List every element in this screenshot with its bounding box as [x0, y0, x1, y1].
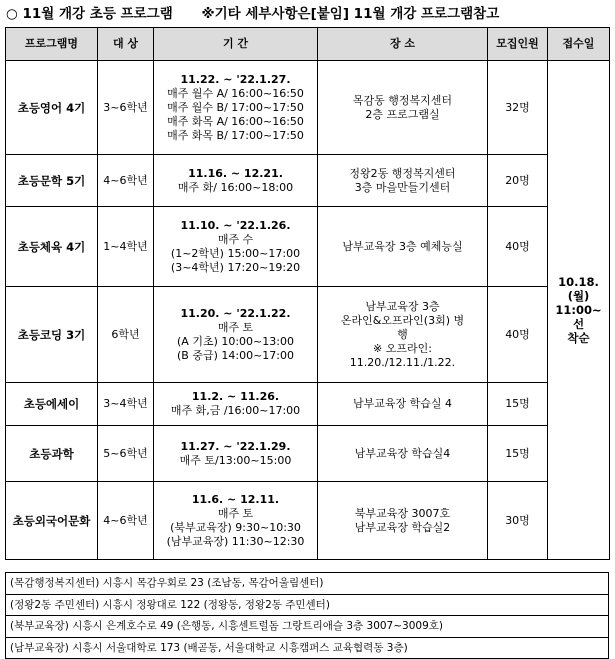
program-capacity: 15명: [488, 426, 548, 482]
table-row: [6, 155, 610, 207]
program-place: [318, 61, 488, 155]
program-capacity: 30명: [488, 482, 548, 560]
program-target: 5~6학년: [98, 426, 154, 482]
reference-note: ※기타 세부사항은[붙임] 11월 개강 프로그램참고: [201, 6, 500, 22]
address-item: (목감행정복지센터) 시흥시 목감우회로 23 (조남동, 목감어울림센터): [6, 573, 608, 595]
place-line: 목감동 행정복지센터: [352, 93, 453, 107]
address-item: (북부교육장) 시흥시 은계호수로 49 (은행동, 시흥센트럴돔 그랑트리애슬 3층 3007~3009호): [6, 616, 608, 638]
place-line: 정왕2동 행정복지센터: [349, 166, 456, 180]
table-header-row: [6, 28, 610, 61]
table-row: [6, 482, 610, 560]
place-line: 남부교육장 3층: [365, 299, 440, 313]
place-line: ※ 오프라인:: [373, 341, 432, 355]
schedule-line: (B 중급) 14:00~17:00: [177, 348, 294, 362]
program-place: [318, 207, 488, 287]
program-place: [318, 287, 488, 383]
table-row: [6, 383, 610, 426]
program-capacity: 40명: [488, 207, 548, 287]
schedule-line: (북부교육장) 9:30~10:30: [170, 520, 301, 534]
apply-line: 11:00~ 선: [555, 303, 602, 331]
program-period: [154, 61, 318, 155]
program-dates: 11.16. ~ 12.21.: [188, 166, 283, 180]
page-title: [6, 3, 499, 25]
place-line: 남부교육장 학습실2: [354, 520, 451, 534]
program-name: 초등에세이: [6, 383, 98, 426]
program-capacity: 40명: [488, 287, 548, 383]
program-place: [318, 426, 488, 482]
program-target: 1~4학년: [98, 207, 154, 287]
program-dates: 11.20. ~ '22.1.22.: [180, 306, 291, 320]
program-name: 초등외국어문화: [6, 482, 98, 560]
address-item: (남부교육장) 시흥시 서울대학로 173 (배곧동, 서울대학교 시흥캠퍼스 교육협력동 3층): [10, 641, 408, 654]
place-line: 북부교육장 3007호: [354, 506, 451, 520]
program-name: 초등영어 4기: [6, 61, 98, 155]
program-title: ○ 11월 개강 초등 프로그램: [6, 6, 173, 22]
program-period: [154, 155, 318, 207]
schedule-line: 매주 화목 A/ 16:00~16:50: [167, 114, 304, 128]
program-place: [318, 383, 488, 426]
program-period: [154, 426, 318, 482]
place-line: 11.20./12.11./1.22.: [349, 355, 456, 369]
place-line: 남부교육장 3층 예체능실: [342, 239, 463, 253]
place-line: 3층 마을만들기센터: [354, 180, 451, 194]
program-capacity: 15명: [488, 383, 548, 426]
table-row: [6, 61, 610, 155]
address-list: [5, 572, 609, 659]
program-place: [318, 155, 488, 207]
schedule-line: 매주 월수 A/ 16:00~16:50: [167, 86, 304, 100]
program-period: [154, 383, 318, 426]
schedule-line: 매주 월수 B/ 17:00~17:50: [167, 100, 304, 114]
program-target: 4~6학년: [98, 482, 154, 560]
program-name: 초등체육 4기: [6, 207, 98, 287]
schedule-line: 매주 토: [217, 506, 254, 520]
program-dates: 11.10. ~ '22.1.26.: [180, 218, 291, 232]
apply-period: [548, 61, 610, 560]
header-program-name: 프로그램명: [6, 28, 98, 61]
program-capacity: 20명: [488, 155, 548, 207]
header-target: 대 상: [98, 28, 154, 61]
place-line: 2층 프로그램실: [365, 107, 440, 121]
place-line: 온라인&오프라인(3회) 병: [340, 313, 465, 327]
place-line: 행: [397, 327, 408, 341]
schedule-line: 매주 화,금 /16:00~17:00: [170, 404, 301, 417]
program-dates: 11.6. ~ 12.11.: [191, 492, 280, 506]
place-line: 남부교육장 학습실4: [354, 446, 451, 460]
schedule-line: (1~2학년) 15:00~17:00: [170, 246, 301, 260]
header-place: 장 소: [318, 28, 488, 61]
program-name: 초등문학 5기: [6, 155, 98, 207]
schedule-line: 매주 토: [217, 320, 254, 334]
apply-line: 착순: [567, 331, 590, 345]
apply-line: 10.18.(월): [558, 275, 599, 303]
schedule-line: (3~4학년) 17:20~19:20: [170, 260, 301, 274]
header-period: 기 간: [154, 28, 318, 61]
program-dates: 11.2. ~ 11.26.: [191, 390, 280, 403]
program-period: [154, 207, 318, 287]
program-target: 6학년: [98, 287, 154, 383]
address-item: (정왕2동 주민센터) 시흥시 정왕대로 122 (정왕동, 정왕2동 주민센터): [6, 595, 608, 617]
program-name: 초등코딩 3기: [6, 287, 98, 383]
program-target: 3~4학년: [98, 383, 154, 426]
schedule-line: (남부교육장) 11:30~12:30: [166, 534, 305, 548]
schedule-line: 매주 수: [217, 232, 254, 246]
schedule-line: 매주 토/13:00~15:00: [179, 453, 292, 467]
program-table: [5, 27, 610, 560]
program-period: [154, 287, 318, 383]
table-row: [6, 426, 610, 482]
schedule-line: 매주 화/ 16:00~18:00: [177, 180, 294, 194]
program-target: 3~6학년: [98, 61, 154, 155]
program-name: 초등과학: [6, 426, 98, 482]
program-dates: 11.22. ~ '22.1.27.: [180, 72, 291, 86]
program-place: [318, 482, 488, 560]
program-period: [154, 482, 318, 560]
header-capacity: 모집인원: [488, 28, 548, 61]
program-capacity: 32명: [488, 61, 548, 155]
program-target: 4~6학년: [98, 155, 154, 207]
header-apply-date: 접수일: [548, 28, 610, 61]
schedule-line: (A 기초) 10:00~13:00: [177, 334, 294, 348]
table-row: [6, 287, 610, 383]
place-line: 남부교육장 학습실 4: [353, 397, 452, 410]
program-dates: 11.27. ~ '22.1.29.: [180, 439, 291, 453]
schedule-line: 매주 화목 B/ 17:00~17:50: [167, 128, 304, 142]
table-row: [6, 207, 610, 287]
